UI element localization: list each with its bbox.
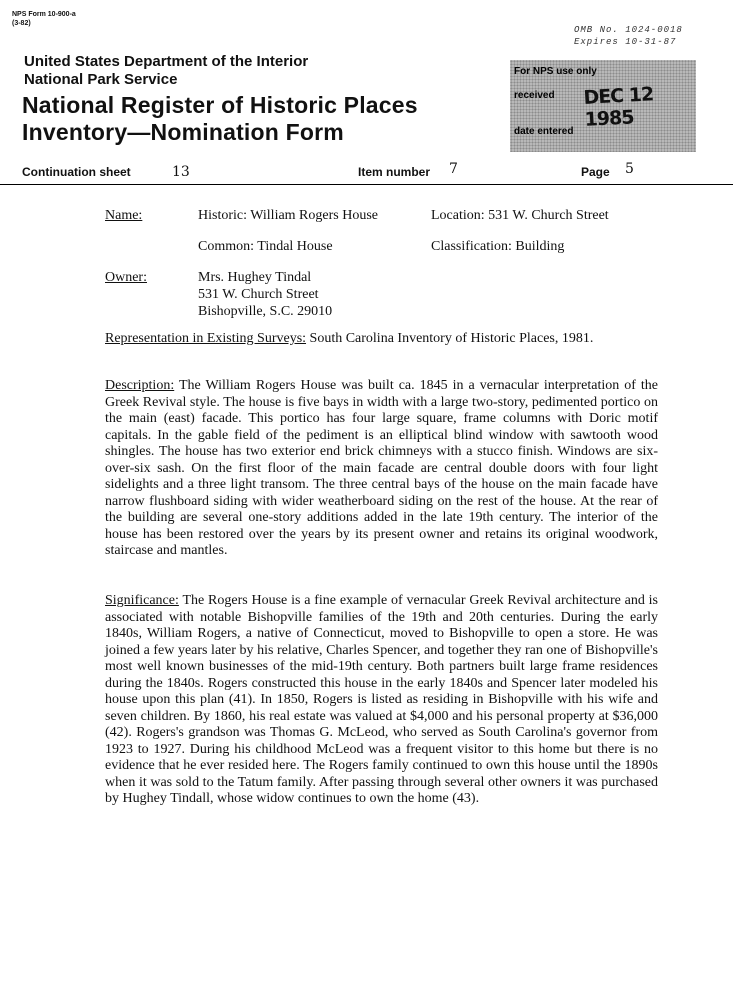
historic-name: Historic: William Rogers House (198, 208, 378, 223)
agency-department: United States Department of the Interior (24, 53, 309, 70)
name-label: Name: (105, 208, 143, 223)
description-text: The William Rogers House was built ca. 1845 in a vernacular interpretation of the Greek Revival style. The house is five bays in width with a large two-story, pedimented portico on the main (east) facade. This portico has four large square, frame columns with Doric motif capitals. In the gable field of the pediment is an elliptical blind window with sawtooth wood shingles. The house has two exterior end brick chimneys with a stucco finish. Windows are six-over-six sash. On the first floor of the main facade are central double doors with four light sidelights and a three light transom. The three central bays of the house on the main facade have narrow flushboard siding with wider weatherboard siding on the rest of the house. At the rear of the building are several one-story additions added in the late 19th century. The interior of the house has been restored over the years by its present owner and retains its original woodwork, staircase and mantles. (105, 378, 659, 558)
continuation-sheet-label: Continuation sheet (22, 165, 131, 179)
significance-label: Significance: (105, 593, 179, 608)
page-label: Page (581, 165, 610, 179)
form-title-line2: Inventory—Nomination Form (22, 119, 344, 145)
continuation-sheet-value: 13 (172, 164, 190, 180)
owner-address (198, 269, 332, 320)
omb-info (574, 24, 683, 48)
form-title-line1: National Register of Historic Places (22, 92, 418, 118)
received-date-stamp: DEC 12 1985 (582, 83, 654, 131)
nps-use-only-box (510, 60, 696, 152)
owner-label: Owner: (105, 270, 147, 285)
representation-text: South Carolina Inventory of Historic Places, 1981. (309, 331, 594, 346)
form-number-text: NPS Form 10-900-a (12, 11, 76, 18)
continuation-row (0, 160, 733, 185)
page-value: 5 (625, 161, 634, 177)
owner-street: 531 W. Church Street (198, 287, 319, 302)
item-number-label: Item number (358, 165, 431, 179)
owner-city: Bishopville, S.C. 29010 (198, 304, 333, 319)
common-name: Common: Tindal House (198, 239, 333, 254)
nps-use-only-label: For NPS use only (514, 66, 597, 77)
omb-number: OMB No. 1024-0018 (574, 25, 683, 35)
location: Location: 531 W. Church Street (431, 208, 609, 223)
received-label: received (514, 90, 555, 101)
owner-name: Mrs. Hughey Tindal (198, 270, 312, 285)
omb-expires: Expires 10-31-87 (574, 37, 677, 47)
description-paragraph (105, 378, 658, 560)
form-number (12, 10, 76, 28)
representation-label: Representation in Existing Surveys: (105, 331, 307, 346)
classification: Classification: Building (431, 239, 565, 254)
significance-text: The Rogers House is a fine example of vernacular Greek Revival architecture and is associated with notable Bishopville families of the 19th and 20th centuries. During the early 1840s, William Rogers, a native of Connecticut, moved to Bishopville to open a store. He was joined a few years later by his relative, Charles Spencer, and together they ran one of Bishopville's most well known businesses of the mid-19th century. Both partners built large frame residences during the 1840s. Rogers constructed this house in the early 1840s and Spencer later modeled his house upon this plan (41). In 1850, Rogers is listed as residing in Bishopville with his wife and seven children. By 1860, his real estate was valued at $4,000 and his personal property at $36,000 (42). Rogers's grandson was Thomas G. McLeod, who served as South Carolina's governor from 1923 to 1927. During his childhood McLeod was a frequent visitor to this home but there is no evidence that he ever resided here. The Rogers family continued to own this house until the 1890s when it was sold to the Tatum family. After passing through several other owners it was purchased by Hughey Tindall, whose widow continues to own the home (43). (105, 593, 659, 806)
form-revision-text: (3-82) (12, 20, 31, 27)
item-number-value: 7 (449, 161, 458, 177)
representation-paragraph (105, 331, 658, 348)
date-entered-label: date entered (514, 126, 574, 137)
description-label: Description: (105, 378, 175, 393)
significance-paragraph (105, 593, 658, 808)
agency-service: National Park Service (24, 71, 178, 88)
